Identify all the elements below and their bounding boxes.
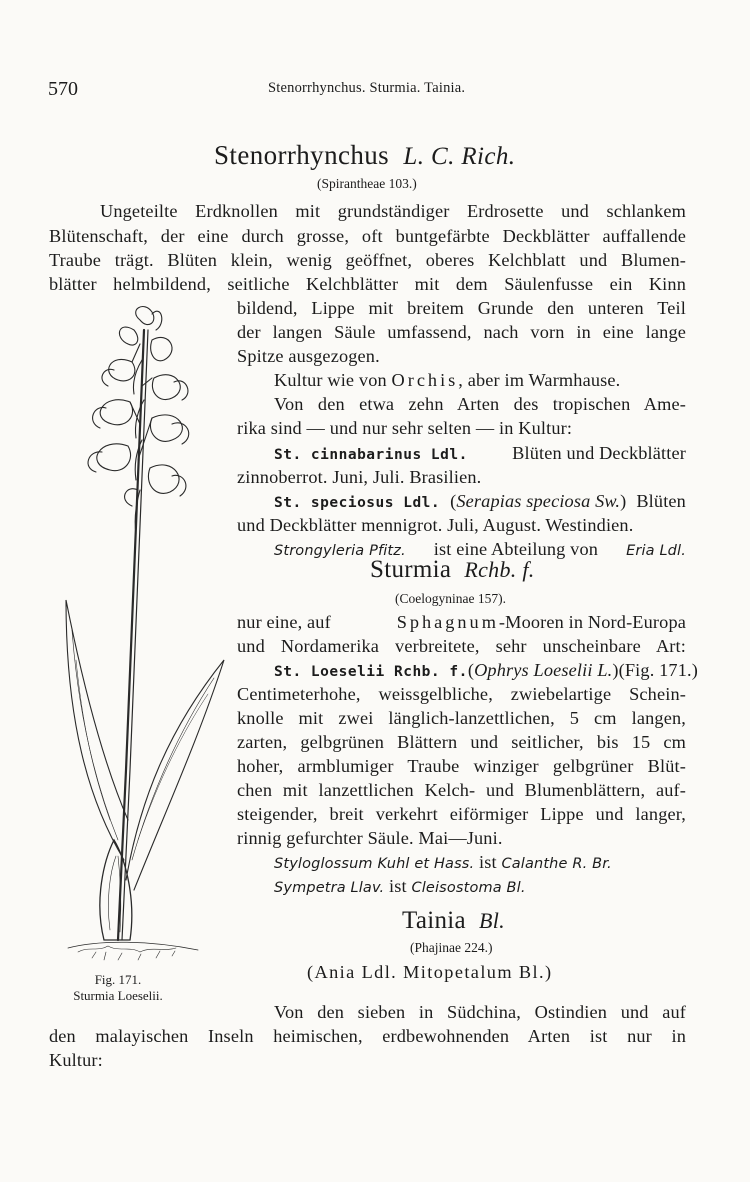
species-name: St. speciosus Ldl.	[274, 495, 441, 511]
text-line: Centimeterhohe, weissgelbliche, zwiebelartige Schein-	[237, 684, 686, 704]
genus-note: Styloglossum Kuhl et Hass. ist Calanthe R. Br.	[274, 852, 612, 872]
text-line: und Deckblätter mennigrot. Juli, August. Westindien.	[237, 515, 634, 535]
genus-heading-tainia: Tainia Bl.	[402, 907, 505, 934]
text-line: Von den sieben in Südchina, Ostindien und auf	[274, 1002, 686, 1022]
orchid-illustration	[48, 300, 228, 980]
text-line: zarten, gelbgrünen Blättern und seitlicher, bis 15 cm	[237, 732, 686, 752]
genus-heading-sturmia: Sturmia Rchb. f.	[370, 556, 535, 583]
text-line: den malayischen Inseln heimischen, erdbewohnenden Arten ist nur in	[49, 1026, 686, 1046]
tribe-stenorrhynchus: (Spirantheae 103.)	[317, 176, 417, 191]
text-line: Ungeteilte Erdknollen mit grundständiger Erdrosette und schlankem	[100, 201, 686, 221]
text-line: Kultur:	[49, 1050, 103, 1070]
running-title: Stenorrhynchus. Sturmia. Tainia.	[268, 80, 466, 96]
text-line: chen mit lanzettlichen Kelch- und Blumenblättern, auf-	[237, 780, 686, 800]
page-number: 570	[48, 78, 78, 100]
synonyms-tainia: (Ania Ldl. Mitopetalum Bl.)	[307, 962, 553, 982]
text-line: blätter helmbildend, seitliche Kelchblätter mit dem Säulenfusse ein Kinn	[49, 274, 686, 294]
figure-caption: Fig. 171. Sturmia Loeselii.	[73, 972, 163, 1003]
tribe-tainia: (Phajinae 224.)	[410, 940, 493, 955]
text-line: Blütenschaft, der eine durch grosse, oft buntgefärbte Deckblätter auffallende	[49, 226, 686, 246]
genus-note: Sympetra Llav. ist Cleisostoma Bl.	[274, 876, 526, 896]
species-entry: St. Loeselii Rchb. f. (Ophrys Loeselii L.) (Fig. 171.)	[274, 660, 698, 680]
text-line: hoher, armblumiger Traube winziger gelbgrüner Blüt-	[237, 756, 686, 776]
text-line: Traube trägt. Blüten klein, wenig geöffnet, oberes Kelchblatt und Blumen-	[49, 250, 686, 270]
text-line: Spitze ausgezogen.	[237, 346, 380, 366]
species-entry: St. cinnabarinus Ldl. Blüten und Deckblätter	[274, 443, 686, 463]
text-line: zinnoberrot. Juni, Juli. Brasilien.	[237, 467, 482, 487]
text-line: rika sind — und nur sehr selten — in Kultur:	[237, 418, 573, 438]
species-entry: St. speciosus Ldl. (Serapias speciosa Sw.) Blüten	[274, 491, 686, 511]
species-name: St. Loeselii Rchb. f.	[274, 664, 468, 680]
text-line: bildend, Lippe mit breitem Grunde den unteren Teil	[237, 298, 686, 318]
text-line: Von den etwa zehn Arten des tropischen Ame-	[274, 394, 686, 414]
species-name: St. cinnabarinus Ldl.	[274, 447, 468, 463]
text-line: und Nordamerika verbreitete, sehr unscheinbare Art:	[237, 636, 686, 656]
text-line: rinnig gefurchter Säule. Mai—Juni.	[237, 828, 503, 848]
text-line: nur eine, auf Sphagnum-Mooren in Nord-Europa	[237, 612, 686, 632]
genus-heading-stenorrhynchus: Stenorrhynchus L. C. Rich.	[214, 140, 516, 170]
text-line: steigender, breit verkehrt eiförmiger Lippe und langer,	[237, 804, 686, 824]
text-line: der langen Säule umfassend, nach vorn in eine lange	[237, 322, 686, 342]
genus-note: Strongyleria Pfitz. ist eine Abteilung von Eria Ldl.	[274, 539, 686, 559]
tribe-sturmia: (Coelogyninae 157).	[395, 591, 506, 606]
culture-line: Kultur wie von Orchis, aber im Warmhause.	[274, 370, 621, 390]
text-line: knolle mit zwei länglich-lanzettlichen, 5 cm langen,	[237, 708, 686, 728]
